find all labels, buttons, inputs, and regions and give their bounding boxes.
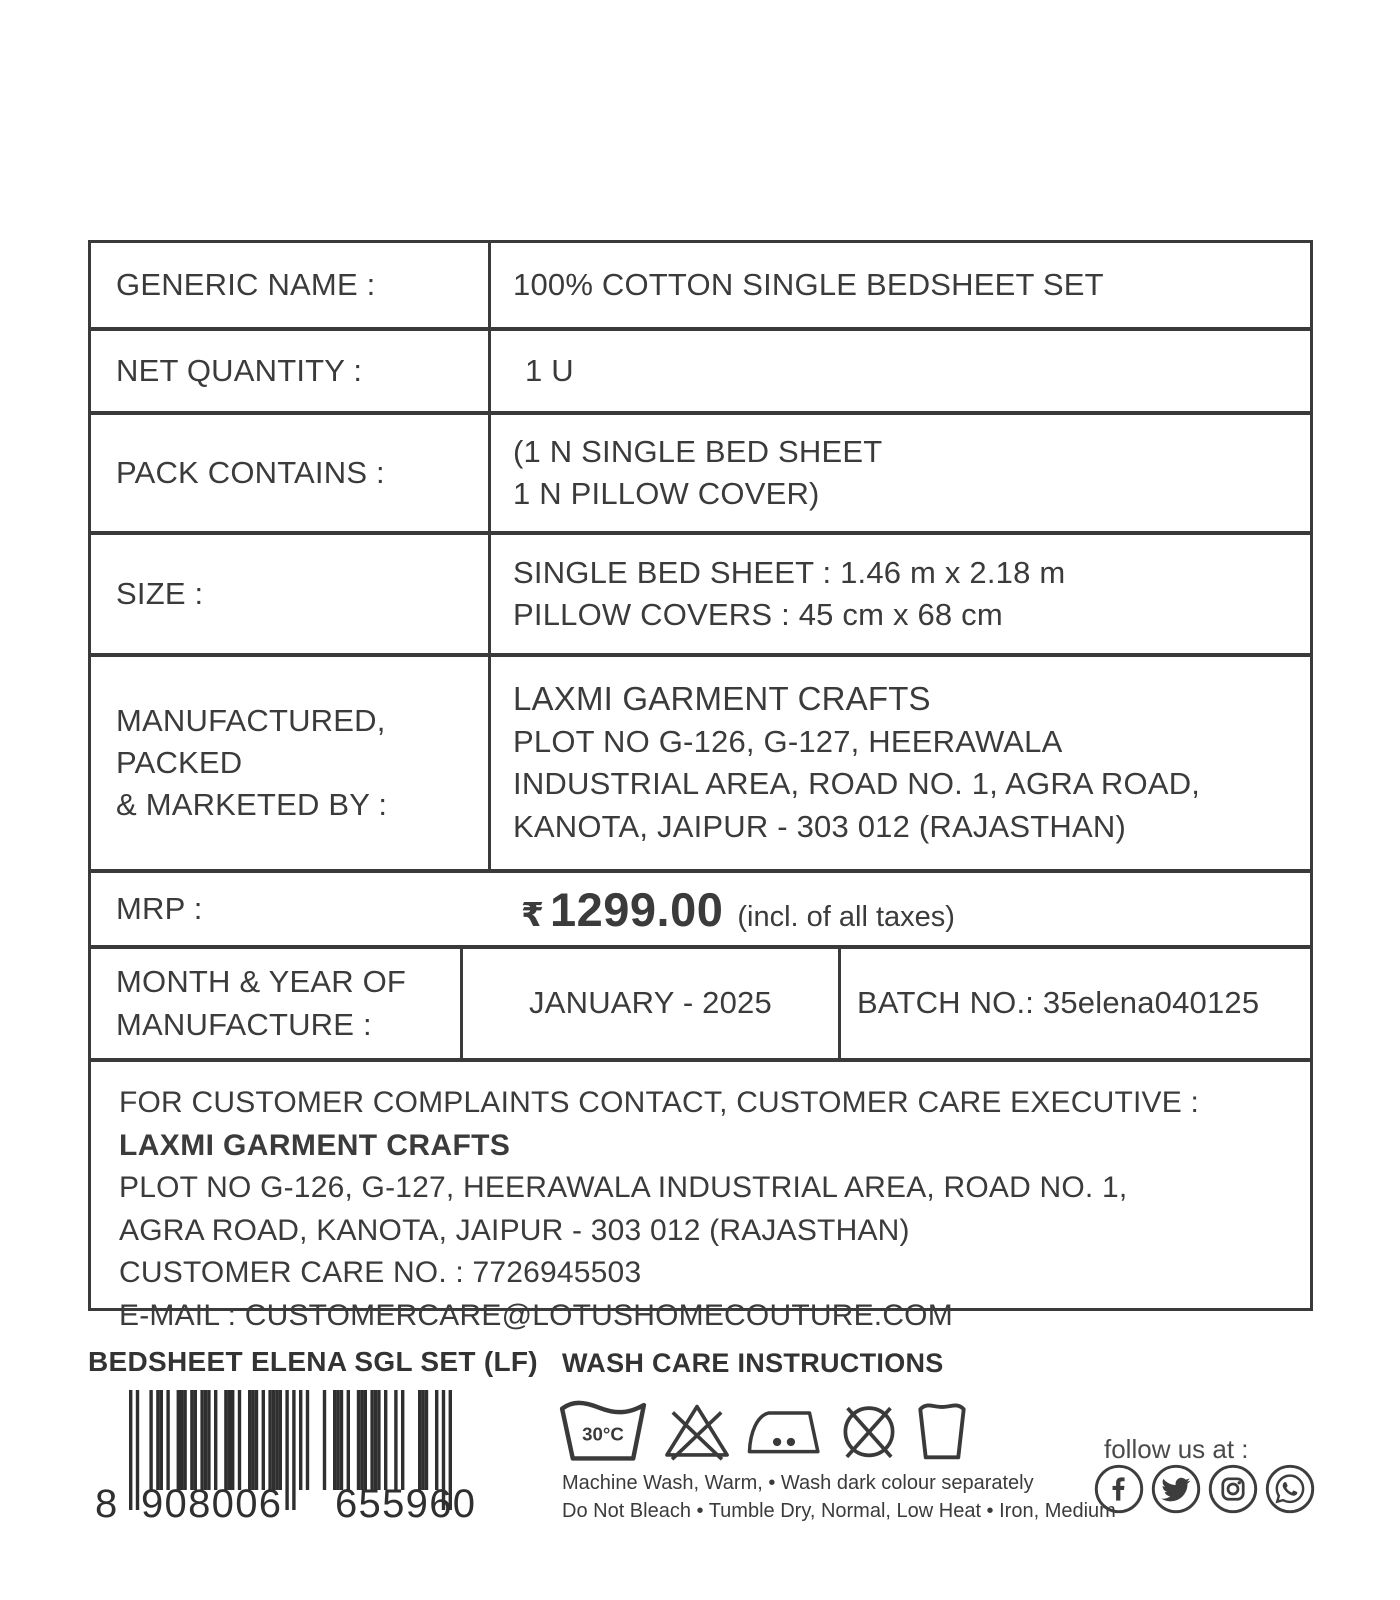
row-manufacturer: [91, 653, 1310, 869]
generic-name-label: GENERIC NAME :: [116, 266, 376, 302]
manufacture-date-label-cell: [91, 949, 463, 1058]
pack-contains-line-1: (1 N SINGLE BED SHEET: [513, 433, 883, 469]
manufacture-date-label-line-1: MONTH & YEAR OF: [116, 964, 407, 1000]
do-not-bleach-icon: [664, 1398, 730, 1462]
mrp-value: [491, 882, 955, 937]
customer-care-addr-1: PLOT NO G-126, G-127, HEERAWALA INDUSTRIAL AREA, ROAD NO. 1,: [119, 1171, 1128, 1205]
manufacturer-label-line-3: & MARKETED BY :: [116, 787, 388, 823]
barcode-left-digits: 9 0 8 0 0 6: [141, 1482, 281, 1526]
mrp-taxes-note: (incl. of all taxes): [737, 900, 955, 933]
product-info-table: [88, 240, 1313, 1332]
wash-care-instructions-line-1: Machine Wash, Warm, • Wash dark colour separately: [562, 1472, 1034, 1494]
row-pack-contains: [91, 411, 1310, 531]
pack-contains-line-2: 1 N PILLOW COVER): [513, 476, 820, 511]
manufacturer-label-line-2: PACKED: [116, 744, 243, 780]
wash-care-instructions-line-2: Do Not Bleach • Tumble Dry, Normal, Low Heat • Iron, Medium: [562, 1500, 1116, 1522]
wash-tub-icon: [916, 1400, 968, 1462]
row-customer-care: [91, 1058, 1310, 1332]
row-mrp: [91, 869, 1310, 945]
pack-contains-label: PACK CONTAINS :: [116, 454, 385, 490]
manufacturer-addr-2: INDUSTRIAL AREA, ROAD NO. 1, AGRA ROAD,: [513, 766, 1201, 802]
size-bedsheet-line: SINGLE BED SHEET : 1.46 m x 2.18 m: [513, 554, 1066, 590]
barcode: [95, 1390, 475, 1530]
social-icons: [1094, 1464, 1315, 1514]
batch-number: BATCH NO.: 35elena040125: [857, 985, 1260, 1021]
manufacture-date: JANUARY - 2025: [529, 985, 772, 1021]
follow-us-label: follow us at :: [1104, 1434, 1249, 1464]
whatsapp-icon: [1265, 1464, 1315, 1514]
generic-name-value: 100% COTTON SINGLE BEDSHEET SET: [513, 266, 1104, 302]
customer-care-email: E-MAIL : CUSTOMERCARE@LOTUSHOMECOUTURE.COM: [119, 1298, 953, 1332]
batch-number-cell: [841, 949, 1310, 1058]
size-label: SIZE :: [116, 575, 204, 611]
customer-care-company: LAXMI GARMENT CRAFTS: [119, 1128, 511, 1162]
row-manufacture-date: [91, 945, 1310, 1058]
pack-contains-label-cell: [91, 415, 491, 531]
row-size: [91, 531, 1310, 653]
iron-medium-icon: [746, 1404, 822, 1462]
generic-name-value-cell: [491, 243, 1310, 327]
instagram-icon: [1208, 1464, 1258, 1514]
manufacturer-addr-1: PLOT NO G-126, G-127, HEERAWALA: [513, 724, 1063, 760]
size-pillow-line: PILLOW COVERS : 45 cm x 68 cm: [513, 597, 1003, 632]
barcode-first-digit: 8: [95, 1482, 118, 1526]
barcode-right-digits: 6 5 5 9 6 0: [335, 1482, 475, 1526]
manufacturer-company: LAXMI GARMENT CRAFTS: [513, 680, 931, 718]
mrp-label-cell: [91, 888, 491, 930]
net-quantity-label-cell: [91, 331, 491, 411]
product-code: BEDSHEET ELENA SGL SET (LF): [88, 1346, 538, 1377]
customer-care-heading: FOR CUSTOMER COMPLAINTS CONTACT, CUSTOMER CARE EXECUTIVE :: [119, 1086, 1200, 1119]
wash-care-title: WASH CARE INSTRUCTIONS: [562, 1348, 944, 1378]
mrp-label: MRP :: [116, 890, 203, 926]
row-net-quantity: [91, 327, 1310, 411]
wash-care-icons: [558, 1398, 968, 1462]
manufacturer-label-line-1: MANUFACTURED,: [116, 702, 386, 738]
manufacture-date-label-line-2: MANUFACTURE :: [116, 1006, 372, 1042]
size-label-cell: [91, 535, 491, 653]
manufacture-date-cell: [463, 949, 841, 1058]
row-generic-name: [91, 243, 1310, 327]
pack-contains-value-cell: [491, 415, 1310, 531]
facebook-icon: [1094, 1464, 1144, 1514]
manufacturer-value-cell: [491, 657, 1310, 869]
rupee-symbol: ₹: [521, 895, 544, 933]
generic-name-label-cell: [91, 243, 491, 327]
manufacturer-label-cell: [91, 657, 491, 869]
machine-wash-30c-icon: [558, 1398, 648, 1462]
net-quantity-value: 1 U: [525, 352, 574, 388]
wash-temp-label: 30°C: [582, 1423, 624, 1445]
mrp-amount: 1299.00: [549, 882, 724, 936]
customer-care-phone: CUSTOMER CARE NO. : 7726945503: [119, 1256, 642, 1290]
net-quantity-label: NET QUANTITY :: [116, 352, 363, 388]
manufacturer-addr-3: KANOTA, JAIPUR - 303 012 (RAJASTHAN): [513, 808, 1127, 844]
size-value-cell: [491, 535, 1310, 653]
twitter-icon: [1151, 1464, 1201, 1514]
net-quantity-value-cell: [491, 331, 1310, 411]
do-not-dry-clean-icon: [838, 1400, 900, 1462]
customer-care-addr-2: AGRA ROAD, KANOTA, JAIPUR - 303 012 (RAJASTHAN): [119, 1213, 910, 1247]
